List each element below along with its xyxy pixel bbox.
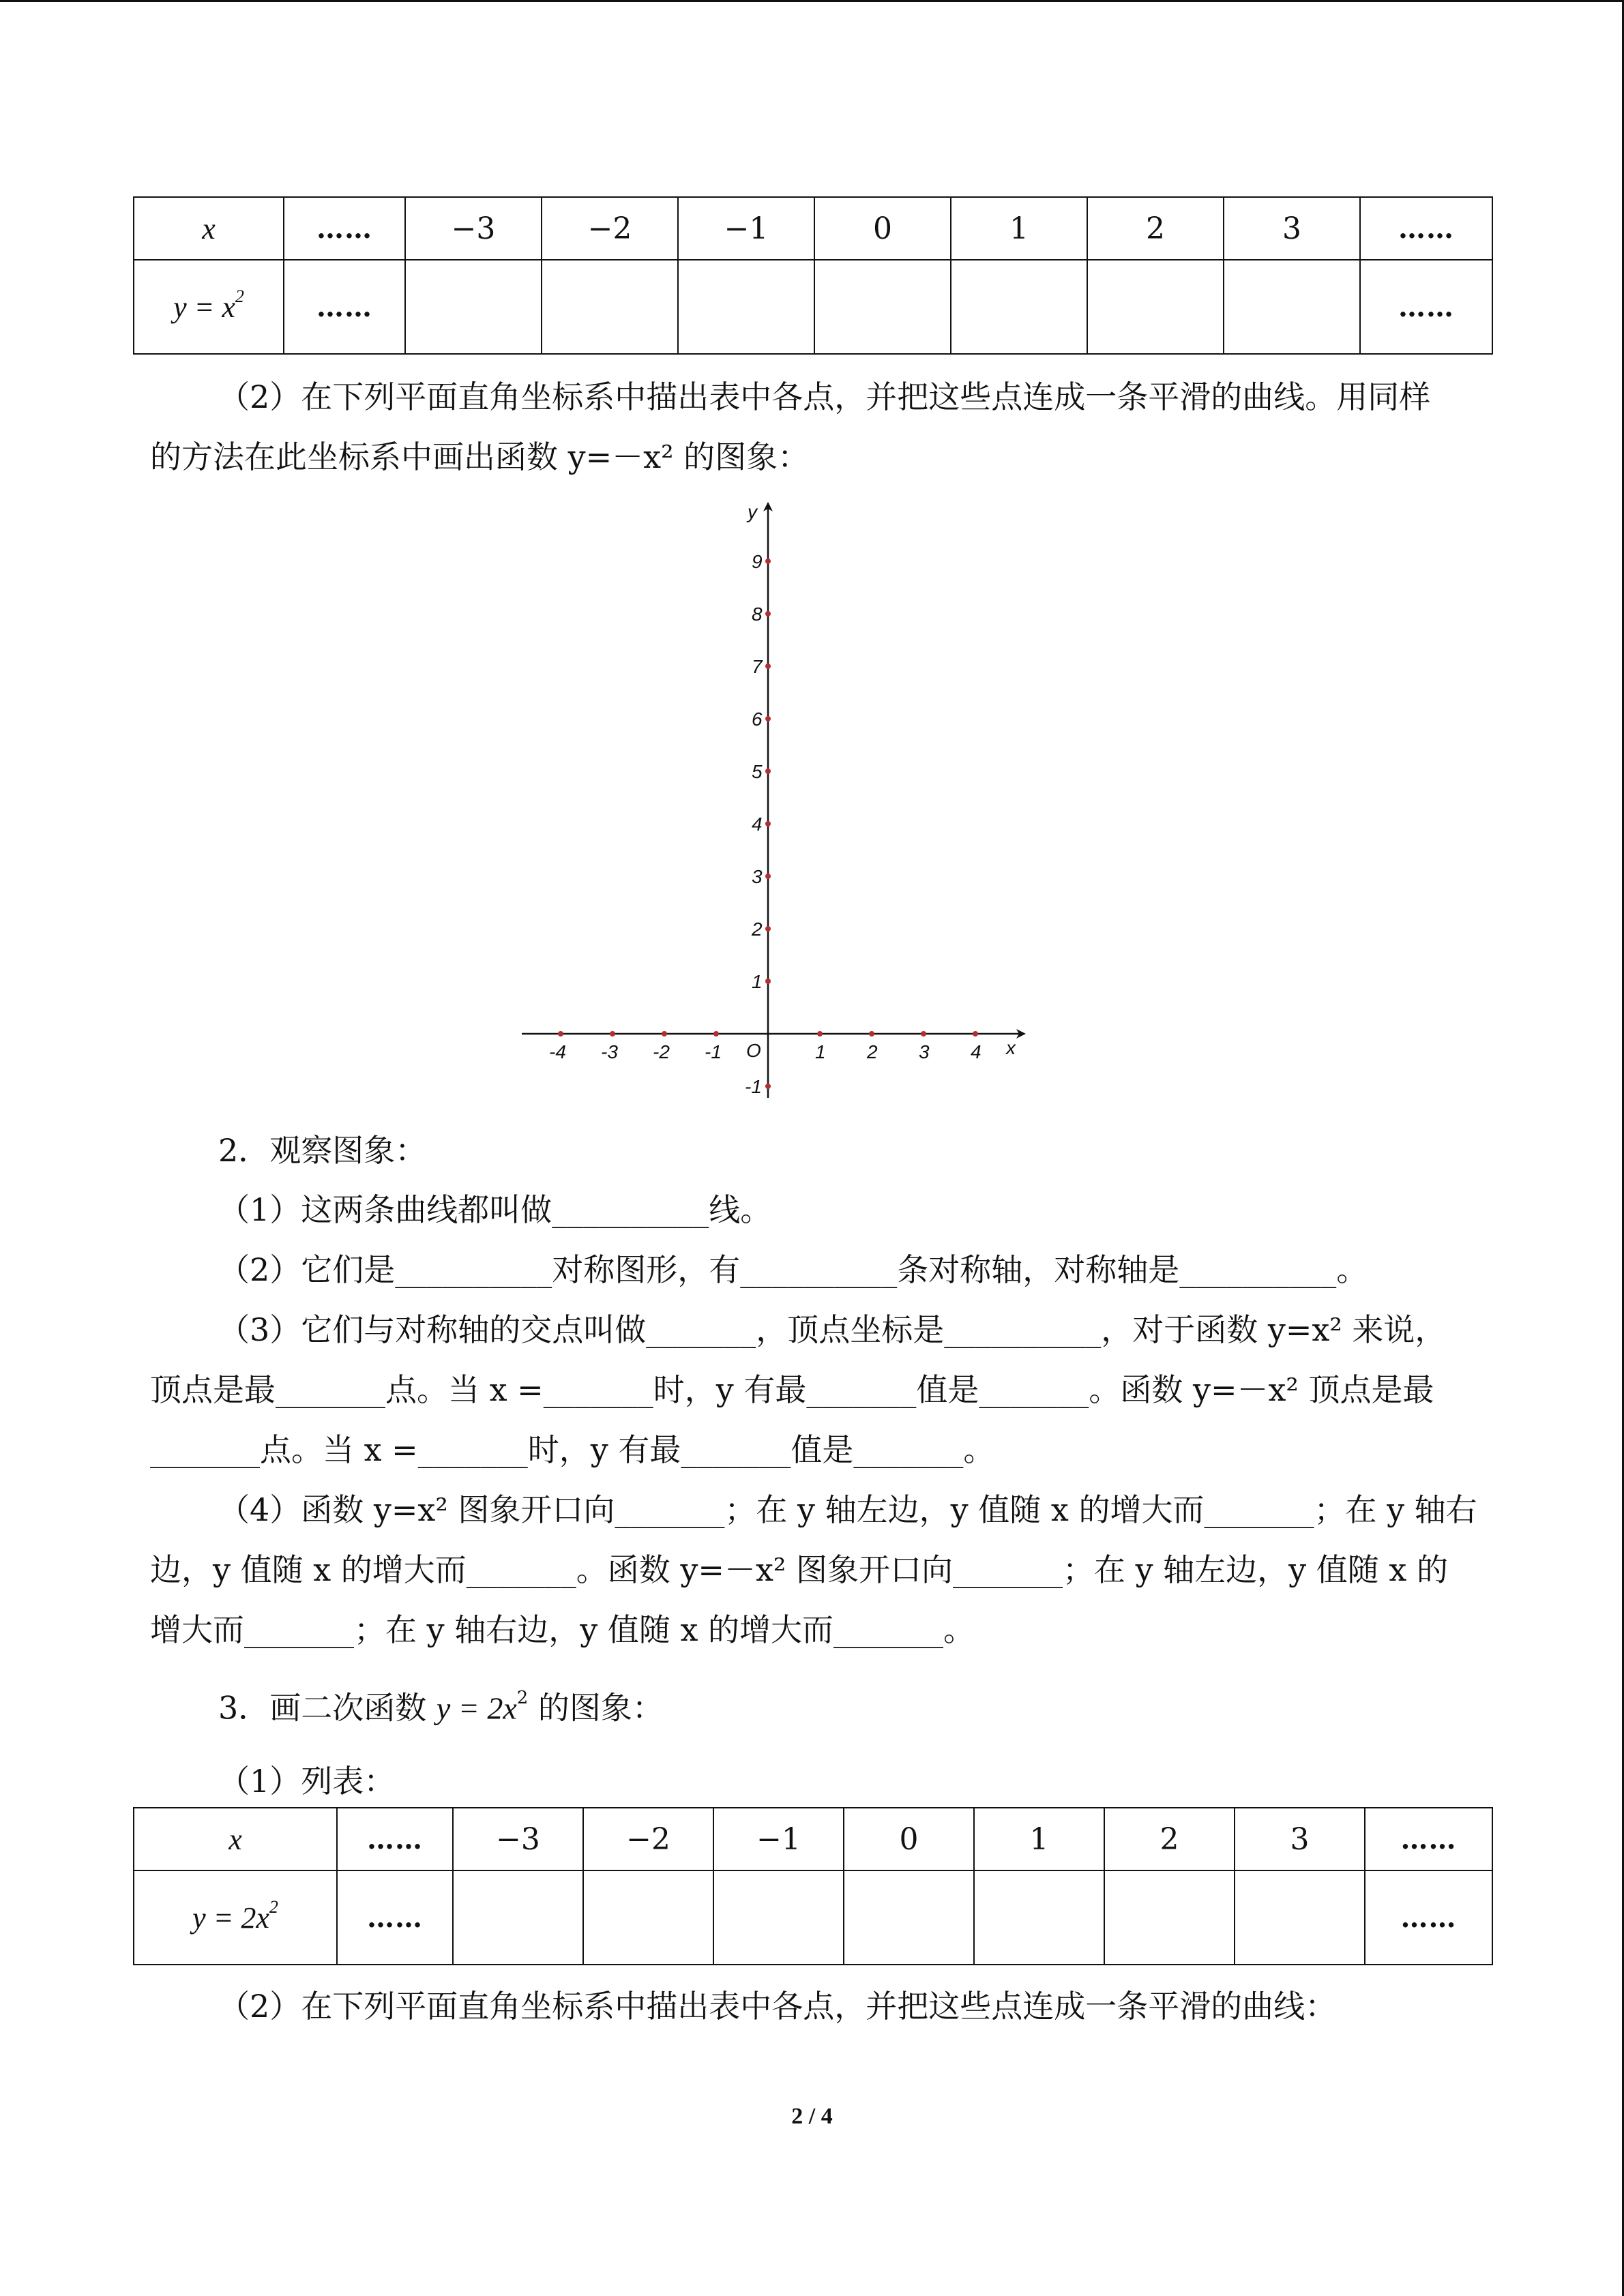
x-tick-mark	[610, 1031, 615, 1037]
section-3-suffix: 的图象：	[528, 1689, 664, 1727]
section-heading	[218, 1672, 664, 1738]
y-tick-mark	[765, 926, 771, 931]
table-cell: 3	[1224, 197, 1360, 260]
x-axis-label: x	[1006, 1037, 1016, 1058]
y-tick-label: -1	[745, 1076, 762, 1097]
table-cell: 3	[1235, 1808, 1365, 1870]
exponent: 2	[269, 1896, 278, 1917]
table-cell-blank[interactable]	[1224, 260, 1360, 354]
table-cell: x	[134, 197, 284, 260]
table-cell-blank[interactable]	[1235, 1870, 1365, 1965]
table-cell: 1	[951, 197, 1087, 260]
table-cell: ……	[1360, 197, 1492, 260]
y-tick-mark	[765, 716, 771, 721]
x-tick-label: 4	[971, 1041, 981, 1062]
table-cell: ……	[1360, 260, 1492, 354]
table-y-equals-2x-squared	[133, 1807, 1493, 1965]
x-tick-mark	[713, 1031, 719, 1037]
paragraph: （1）列表：	[218, 1763, 396, 1800]
table-cell: −2	[583, 1808, 713, 1870]
table-cell: 0	[844, 1808, 974, 1870]
x-tick-mark	[662, 1031, 667, 1037]
y-tick-mark	[765, 558, 771, 564]
y-tick-label: 6	[752, 709, 763, 730]
x-ticks	[549, 1031, 981, 1062]
y-tick-label: 4	[752, 814, 763, 835]
paragraph: （1）这两条曲线都叫做__________线。	[218, 1191, 772, 1228]
exponent: 2	[235, 286, 244, 306]
paragraph: （4）函数 y=x² 图象开口向_______；在 y 轴左边，y 值随 x 的增大而_______；在 y 轴右	[218, 1491, 1477, 1528]
table-cell-blank[interactable]	[1104, 1870, 1235, 1965]
x-tick-label: -3	[601, 1041, 618, 1062]
table-cell: −1	[713, 1808, 844, 1870]
y-tick-label: 2	[752, 919, 763, 940]
x-tick-mark	[921, 1031, 926, 1037]
y-label-text: y = x	[173, 290, 235, 324]
x-tick-mark	[817, 1031, 823, 1037]
table-cell-blank[interactable]	[405, 260, 542, 354]
y-tick-mark	[765, 979, 771, 984]
origin-label: O	[746, 1040, 761, 1061]
table-row-x	[134, 197, 1492, 260]
paragraph: 的方法在此坐标系中画出函数 y=－x² 的图象：	[150, 438, 810, 475]
table-row-y	[134, 260, 1492, 354]
table-cell: ……	[1365, 1808, 1492, 1870]
y-tick-mark	[765, 664, 771, 669]
table-cell: ……	[284, 197, 405, 260]
paragraph: （3）它们与对称轴的交点叫做_______，顶点坐标是__________，对于函数 y=x² 来说，	[218, 1311, 1447, 1348]
table-cell: 1	[974, 1808, 1104, 1870]
x-tick-label: -2	[653, 1041, 670, 1062]
y-tick-label: 7	[752, 656, 763, 677]
paragraph: （2）在下列平面直角坐标系中描出表中各点，并把这些点连成一条平滑的曲线：	[218, 1988, 1337, 2025]
x-tick-label: 3	[919, 1041, 930, 1062]
table-cell-blank[interactable]	[542, 260, 678, 354]
y-tick-label: 9	[752, 551, 763, 572]
y-tick-label: 3	[752, 866, 763, 887]
x-tick-label: 2	[867, 1041, 878, 1062]
paragraph: 顶点是最_______点。当 x =_______时，y 有最_______值是_______。函数 y=－x² 顶点是最	[150, 1371, 1434, 1408]
table-cell: −1	[678, 197, 814, 260]
table-cell: ……	[284, 260, 405, 354]
y-ticks	[745, 551, 771, 1097]
exponent: 2	[516, 1688, 529, 1708]
section-heading: 2．观察图象：	[218, 1132, 427, 1169]
table-row-x	[134, 1808, 1492, 1870]
table-cell-blank[interactable]	[453, 1870, 583, 1965]
y-tick-mark	[765, 874, 771, 879]
y-tick-mark	[765, 1084, 771, 1089]
table-y-equals-x-squared	[133, 196, 1493, 355]
section-3-prefix: 3．画二次函数	[218, 1689, 437, 1727]
x-tick-mark	[973, 1031, 978, 1037]
x-tick-label: -1	[705, 1041, 722, 1062]
y-tick-mark	[765, 769, 771, 774]
table-cell: x	[134, 1808, 337, 1870]
y-tick-mark	[765, 611, 771, 616]
table-cell-blank[interactable]	[951, 260, 1087, 354]
y-tick-label: 8	[752, 603, 763, 625]
paragraph: 边，y 值随 x 的增大而_______。函数 y=－x² 图象开口向_______；在 y 轴左边，y 值随 x 的	[150, 1551, 1448, 1588]
paragraph: （2）在下列平面直角坐标系中描出表中各点，并把这些点连成一条平滑的曲线。用同样	[218, 378, 1431, 415]
x-tick-mark	[869, 1031, 874, 1037]
table-cell: ……	[1365, 1870, 1492, 1965]
table-cell-blank[interactable]	[974, 1870, 1104, 1965]
table-cell: 2	[1104, 1808, 1235, 1870]
table-cell: −3	[453, 1808, 583, 1870]
table-cell: 0	[814, 197, 951, 260]
y-tick-label: 1	[752, 971, 763, 992]
x-tick-label: 1	[815, 1041, 826, 1062]
table-row-y	[134, 1870, 1492, 1965]
table-cell-y-label	[134, 260, 284, 354]
table-cell: −3	[405, 197, 542, 260]
table-cell: ……	[337, 1870, 453, 1965]
x-tick-mark	[558, 1031, 563, 1037]
equation: y = 2x	[436, 1690, 517, 1726]
page-top-border	[0, 0, 1624, 2]
x-tick-label: -4	[549, 1041, 566, 1062]
table-cell-blank[interactable]	[583, 1870, 713, 1965]
y-tick-mark	[765, 821, 771, 826]
table-cell: 2	[1087, 197, 1224, 260]
page-number: 2 / 4	[791, 2104, 833, 2129]
coordinate-axes	[505, 491, 1050, 1105]
table-cell-blank[interactable]	[844, 1870, 974, 1965]
table-cell-blank[interactable]	[814, 260, 951, 354]
table-cell: −2	[542, 197, 678, 260]
paragraph: （2）它们是__________对称图形，有__________条对称轴，对称轴是__________。	[218, 1251, 1368, 1288]
y-label-text: y = 2x	[192, 1900, 269, 1935]
table-cell-y-label	[134, 1870, 337, 1965]
paragraph: _______点。当 x =_______时，y 有最_______值是_______。	[150, 1431, 995, 1468]
y-tick-label: 5	[752, 761, 763, 782]
table-cell-blank[interactable]	[678, 260, 814, 354]
table-cell-blank[interactable]	[713, 1870, 844, 1965]
paragraph: 增大而_______；在 y 轴右边，y 值随 x 的增大而_______。	[150, 1611, 975, 1648]
y-axis-label: y	[748, 501, 757, 522]
table-cell: ……	[337, 1808, 453, 1870]
table-cell-blank[interactable]	[1087, 260, 1224, 354]
